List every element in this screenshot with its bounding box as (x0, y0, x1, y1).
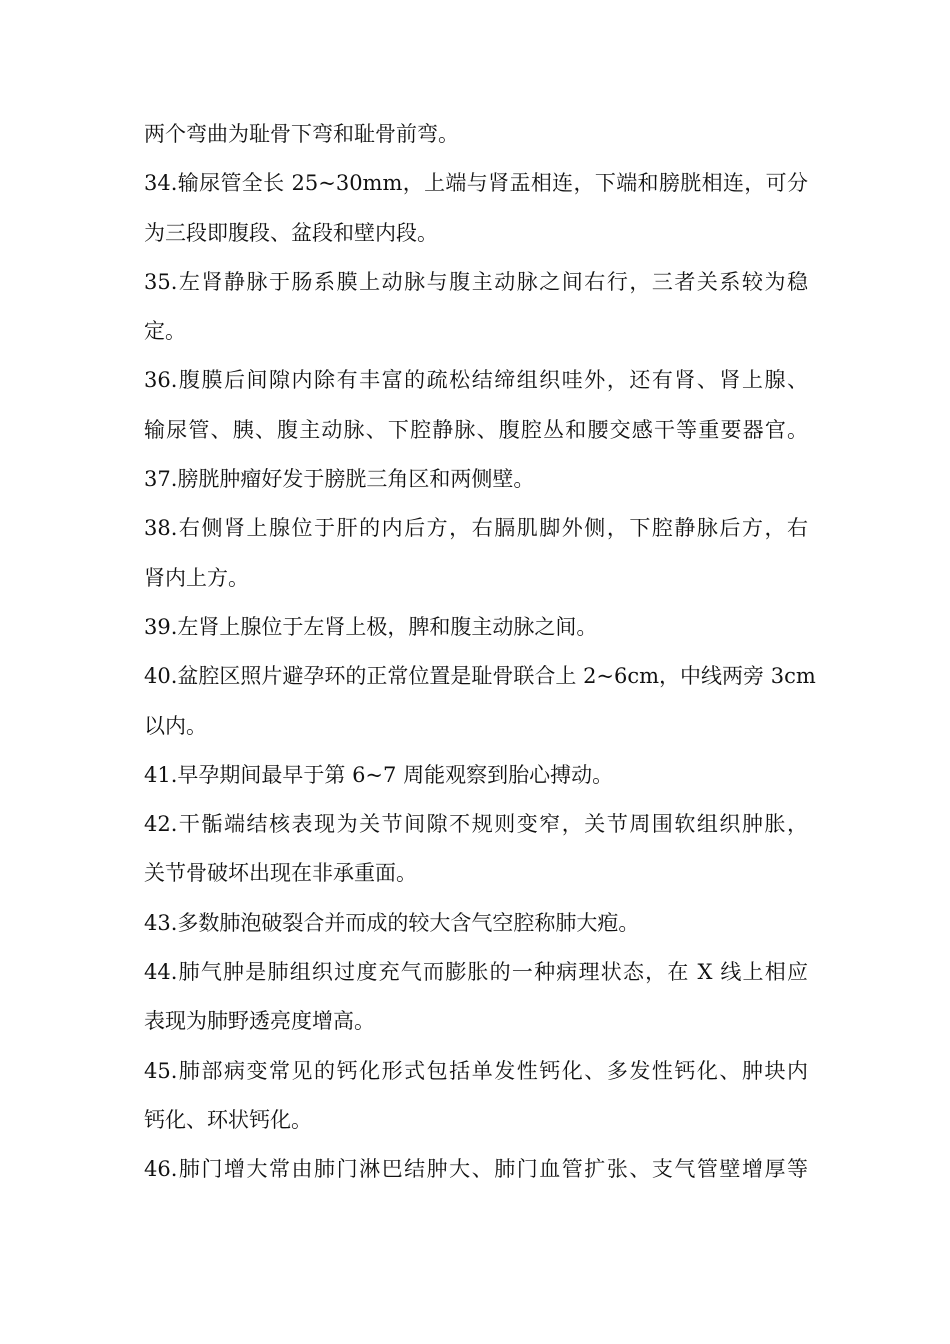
text-line: 34.输尿管全长 25~30mm，上端与肾盂相连，下端和膀胱相连，可分 (144, 171, 808, 196)
text-line: 关节骨破坏出现在非承重面。 (144, 861, 417, 886)
text-line: 两个弯曲为耻骨下弯和耻骨前弯。 (144, 122, 459, 146)
text-line: 44.肺气肿是肺组织过度充气而膨胀的一种病理状态，在 X 线上相应 (144, 960, 808, 985)
text-line: 43.多数肺泡破裂合并而成的较大含气空腔称肺大疱。 (144, 910, 640, 935)
text-line: 定。 (144, 319, 186, 344)
text-line: 为三段即腹段、盆段和壁内段。 (144, 220, 438, 245)
text-line: 肾内上方。 (144, 565, 249, 590)
text-line: 41.早孕期间最早于第 6~7 周能观察到胎心搏动。 (144, 762, 614, 787)
text-line: 35.左肾静脉于肠系膜上动脉与腹主动脉之间右行，三者关系较为稳 (144, 269, 808, 294)
text-line: 钙化、环状钙化。 (144, 1107, 312, 1132)
text-line: 以内。 (144, 713, 207, 738)
text-line: 表现为肺野透亮度增高。 (144, 1009, 375, 1034)
text-line: 输尿管、胰、腹主动脉、下腔静脉、腹腔丛和腰交感干等重要器官。 (144, 417, 808, 442)
document-body (144, 110, 816, 1195)
text-line: 37.膀胱肿瘤好发于膀胱三角区和两侧壁。 (144, 467, 535, 492)
text-line: 40.盆腔区照片避孕环的正常位置是耻骨联合上 2~6cm，中线两旁 3cm (144, 664, 816, 689)
text-line: 38.右侧肾上腺位于肝的内后方，右膈肌脚外侧，下腔静脉后方，右 (144, 516, 808, 541)
text-line: 36.腹膜后间隙内除有丰富的疏松结缔组织哇外，还有肾、肾上腺、 (144, 368, 808, 393)
text-line: 46.肺门增大常由肺门淋巴结肿大、肺门血管扩张、支气管壁增厚等 (144, 1157, 808, 1182)
text-line: 45.肺部病变常见的钙化形式包括单发性钙化、多发性钙化、肿块内 (144, 1058, 808, 1083)
text-line: 42.干骺端结核表现为关节间隙不规则变窄，关节周围软组织肿胀， (144, 812, 808, 837)
text-line: 39.左肾上腺位于左肾上极，脾和腹主动脉之间。 (144, 614, 598, 639)
